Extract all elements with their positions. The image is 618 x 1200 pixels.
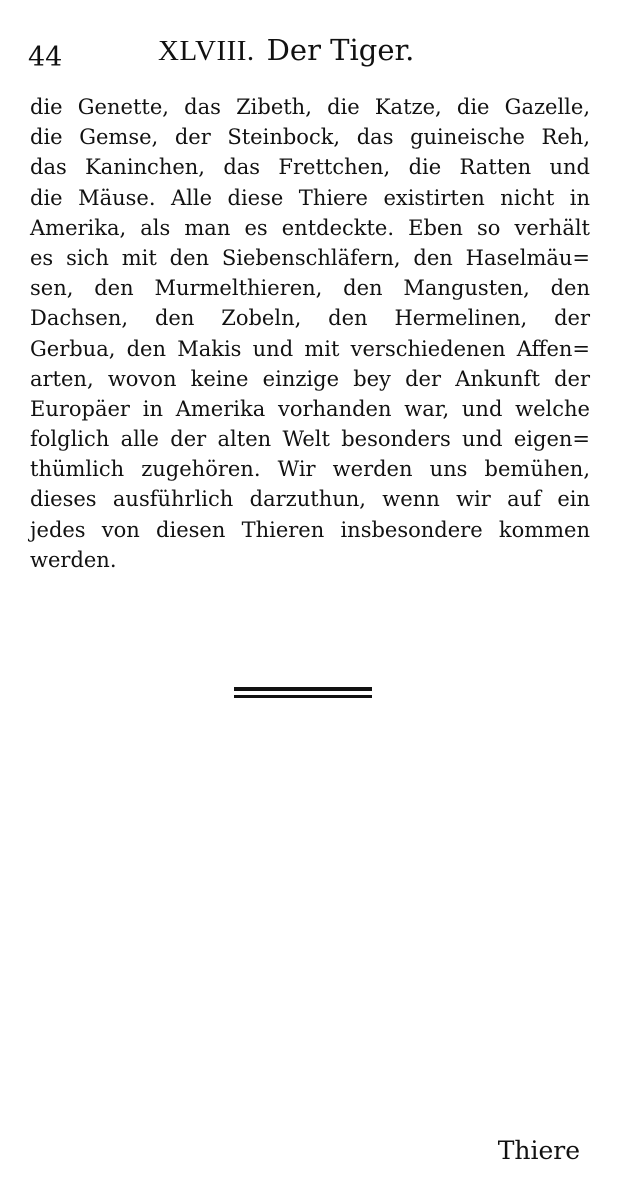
text-line: jedes von diesen Thieren insbesondere kommen: [30, 517, 590, 542]
page-number: 44: [28, 42, 63, 73]
text-line: werden.: [30, 547, 117, 572]
section-divider-rule-thin: [234, 695, 372, 698]
section-divider-rule-thick: [234, 687, 372, 691]
text-line: das Kaninchen, das Frettchen, die Ratten und: [30, 155, 590, 180]
text-line: die Mäuse. Alle diese Thiere existirten nicht in: [30, 185, 590, 210]
body-text: [30, 92, 590, 575]
text-line: die Genette, das Zibeth, die Katze, die Gazelle,: [30, 95, 590, 119]
catchword: Thiere: [497, 1136, 580, 1165]
text-line: sen, den Murmelthieren, den Mangusten, den: [30, 276, 590, 301]
text-line: dieses ausführlich darzuthun, wenn wir auf ein: [30, 487, 590, 512]
chapter-number: XLVIII.: [158, 35, 255, 67]
text-line: Europäer in Amerika vorhanden war, und welche: [30, 396, 590, 421]
text-line: Gerbua, den Makis und mit verschiedenen Affen=: [30, 336, 590, 361]
running-head: [158, 32, 414, 69]
text-line: die Gemse, der Steinbock, das guineische Reh,: [30, 125, 590, 150]
text-line: Dachsen, den Zobeln, den Hermelinen, der: [30, 306, 590, 331]
text-line: Amerika, als man es entdeckte. Eben so verhält: [30, 215, 590, 240]
text-line: arten, wovon keine einzige bey der Ankunft der: [30, 366, 590, 391]
chapter-title: Der Tiger.: [266, 33, 415, 67]
text-line: es sich mit den Siebenschläfern, den Haselmäu=: [30, 245, 590, 270]
text-line: thümlich zugehören. Wir werden uns bemühen,: [30, 457, 590, 482]
text-line: folglich alle der alten Welt besonders und eigen=: [30, 427, 590, 452]
